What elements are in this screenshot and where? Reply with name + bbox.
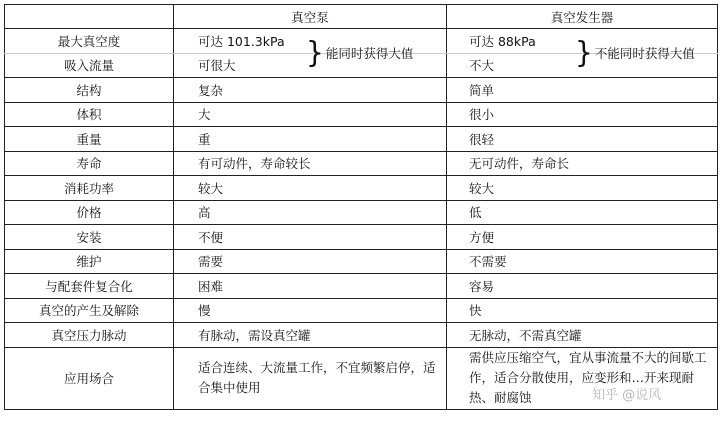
pump-value: 可达 101.3kPa [198, 33, 285, 49]
table-row [5, 176, 718, 201]
right-brace-icon: } [306, 35, 324, 70]
pump-cell: 可很大 [174, 53, 447, 78]
watermark [592, 384, 661, 403]
generator-cell: 不需要 [447, 249, 718, 274]
row-label: 吸入流量 [5, 53, 174, 78]
pump-cell: 高 [174, 200, 447, 225]
table-row [5, 151, 718, 176]
generator-cell: 需供应压缩空气，宜从事流量不大的间歇工作，适合分散使用，应变形和…开来现耐热、耐腐蚀 [447, 347, 718, 409]
table-row [5, 249, 718, 274]
table-row [5, 78, 718, 103]
row-label: 与配套件复合化 [5, 274, 174, 299]
row-label: 最大真空度 [5, 29, 174, 54]
generator-cell: 无可动件，寿命长 [447, 151, 718, 176]
pump-brace-annotation [306, 35, 414, 70]
row-label: 结构 [5, 78, 174, 103]
generator-cell: 很小 [447, 102, 718, 127]
pump-brace-note: 能同时获得大值 [325, 46, 414, 61]
generator-cell: 无脉动，不需真空罐 [447, 323, 718, 348]
generator-cell: 简单 [447, 78, 718, 103]
pump-cell: 困难 [174, 274, 447, 299]
header-cell-empty [5, 5, 174, 29]
pump-cell: 需要 [174, 249, 447, 274]
header-cell-vacuum-pump: 真空泵 [174, 5, 447, 29]
table-row [5, 225, 718, 250]
table-row [5, 323, 718, 348]
row-label: 重量 [5, 127, 174, 152]
row-label: 寿命 [5, 151, 174, 176]
row-label: 应用场合 [5, 347, 174, 409]
generator-brace-annotation [575, 35, 695, 70]
table-row [5, 274, 718, 299]
pump-cell: 有脉动，需设真空罐 [174, 323, 447, 348]
generator-cell: 快 [447, 298, 718, 323]
generator-brace-note: 不能同时获得大值 [594, 46, 695, 61]
table-header-row [5, 5, 718, 29]
pump-cell: 有可动件，寿命较长 [174, 151, 447, 176]
pump-cell: 慢 [174, 298, 447, 323]
table-row [5, 298, 718, 323]
row-label: 维护 [5, 249, 174, 274]
row-label: 消耗功率 [5, 176, 174, 201]
table-row [5, 102, 718, 127]
generator-value: 可达 88kPa [469, 33, 536, 49]
generator-cell: 方便 [447, 225, 718, 250]
generator-cell: 容易 [447, 274, 718, 299]
header-cell-vacuum-generator: 真空发生器 [447, 5, 718, 29]
pump-cell: 较大 [174, 176, 447, 201]
watermark-text: 知乎 @说风 [592, 388, 662, 403]
table-row [5, 200, 718, 225]
row-label: 真空的产生及解除 [5, 298, 174, 323]
generator-cell: 很轻 [447, 127, 718, 152]
pump-cell: 重 [174, 127, 447, 152]
pump-cell: 不便 [174, 225, 447, 250]
row-label: 安装 [5, 225, 174, 250]
row-label: 价格 [5, 200, 174, 225]
pump-cell: 大 [174, 102, 447, 127]
generator-cell: 不大 [447, 53, 718, 78]
table-row [5, 127, 718, 152]
row-label: 体积 [5, 102, 174, 127]
pump-cell: 适合连续、大流量工作，不宜频繁启停，适合集中使用 [174, 347, 447, 409]
generator-cell: 较大 [447, 176, 718, 201]
right-brace-icon: } [575, 35, 593, 70]
pump-cell: 复杂 [174, 78, 447, 103]
generator-cell: 低 [447, 200, 718, 225]
row-label: 真空压力脉动 [5, 323, 174, 348]
